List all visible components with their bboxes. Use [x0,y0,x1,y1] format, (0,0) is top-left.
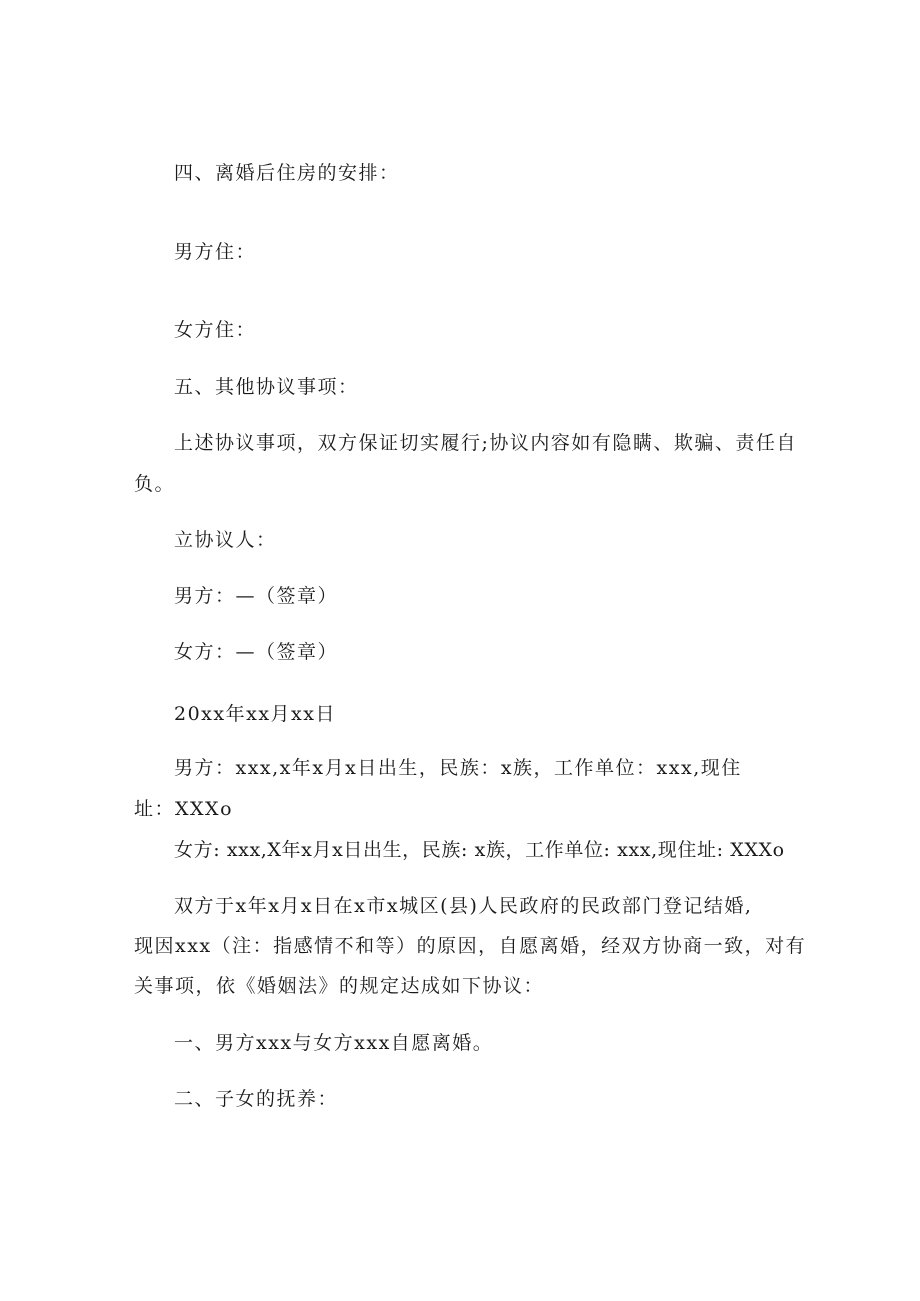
female-residence-line: 女方住： [174,319,257,341]
clause-one: 一、男方xxx与女方xxx自愿离婚。 [174,1032,494,1054]
marriage-paragraph-line-2: 现因xxx（注：指感情不和等）的原因，自愿离婚，经双方协商一致，对有 [134,935,807,957]
male-info-line-2: 址：XXXo [134,798,234,820]
male-residence-line: 男方住： [174,241,257,263]
marriage-paragraph-line-1: 双方于x年x月x日在x市x城区(县)人民政府的民政部门登记结婚, [174,895,753,917]
guarantee-paragraph-line-1: 上述协议事项，双方保证切实履行;协议内容如有隐瞒、欺骗、责任自 [174,432,797,454]
male-info-line-1: 男方：xxx,x年x月x日出生，民族：x族，工作单位：xxx,现住 [174,757,742,779]
clause-two-heading: 二、子女的抚养： [174,1088,339,1110]
guarantee-paragraph-line-2: 负。 [134,473,176,495]
male-signature-line: 男方：—（签章） [174,585,339,607]
other-matters-heading: 五、其他协议事项： [174,376,359,398]
agreement-date: 20xx年xx月xx日 [174,703,336,725]
signatories-label: 立协议人： [174,529,277,551]
marriage-paragraph-line-3: 关事项，依《婚姻法》的规定达成如下协议： [134,975,545,997]
female-info-line: 女方: xxx,X年x月x日出生，民族: x族，工作单位: xxx,现住址: XXXo [174,839,785,861]
housing-heading: 四、离婚后住房的安排： [174,162,400,184]
female-signature-line: 女方：—（签章） [174,641,339,663]
